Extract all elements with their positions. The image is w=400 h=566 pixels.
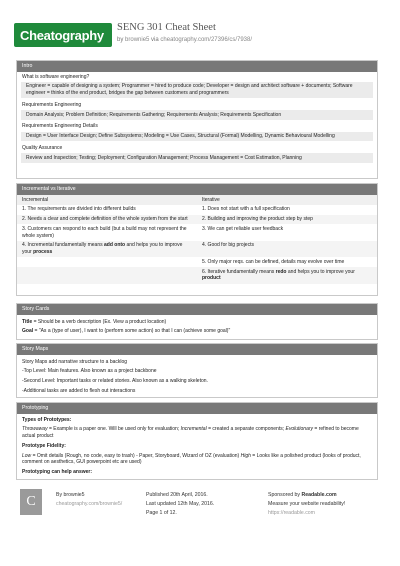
title-text: = Should be a verb description (Ex. View a product location)	[32, 318, 167, 325]
intro-answer-3: Design = User Interface Design; Define Subsystems; Modeling = Use Cases, Structural (Formal) Modelling, Dynamic Behavioural Modelling	[21, 132, 373, 142]
via-text: via	[151, 37, 159, 43]
intro-answer-4: Review and Inspection; Testing; Deployment; Configuration Management; Process Management = Cost Estimation, Planning	[21, 153, 373, 163]
author-link[interactable]: brownie5	[125, 37, 150, 43]
prototyping-section	[16, 402, 378, 480]
sponsor-url[interactable]: https://readable.com	[268, 510, 316, 517]
cell-text: 4. Incremental fundamentally means	[22, 242, 104, 249]
iterative-cell: 2. Building and improving the product step by step	[202, 216, 313, 222]
story-maps-section	[16, 343, 378, 398]
intro-section	[16, 60, 378, 179]
sponsor-line	[268, 491, 345, 500]
cell-emphasis: process	[33, 249, 53, 255]
fidelity-label: Prototype Fidelity:	[22, 442, 66, 449]
sponsor-link[interactable]: Readable.com	[301, 492, 337, 498]
low-text: = Omit details (Rough, no code, easy to trash) - Paper, Storyboard, Wizard of OZ (evaluation)	[31, 452, 241, 459]
cell-text: and helps you to improve your	[22, 242, 183, 255]
cell-emphasis: product	[202, 275, 221, 282]
story-cards-section	[16, 303, 378, 340]
intro-heading: Intro	[17, 61, 377, 72]
cheatography-logo[interactable]	[14, 23, 112, 47]
cell-text: and helps you to improve your	[286, 268, 355, 275]
page-header	[0, 0, 400, 60]
fidelity-description	[17, 451, 377, 468]
column-header-iterative: Iterative	[202, 196, 220, 203]
updated-date: Last updated 12th May, 2016.	[146, 501, 215, 508]
help-label: Prototyping can help answer:	[22, 469, 93, 475]
story-card-title-line	[17, 317, 377, 327]
incremental-cell	[17, 257, 197, 267]
cell-emphasis: add onto	[104, 242, 126, 249]
table-row	[17, 257, 377, 267]
incremental-section	[16, 183, 378, 296]
logo-text: Cheatography	[20, 28, 104, 43]
incremental-cell	[17, 241, 197, 258]
cell-emphasis: redo	[275, 268, 287, 275]
high-text: = Looks like a polished product (looks of product, comment on aesthetics, GUI powerpoint etc are used)	[22, 452, 361, 466]
page-title: SENG 301 Cheat Sheet	[117, 22, 216, 33]
incremental-text: = created a separate components;	[206, 426, 286, 433]
story-maps-line: -Top Level: Main features. Also known as a project backbone	[22, 368, 157, 375]
sponsored-prefix: Sponsored by	[268, 492, 302, 498]
story-maps-line: -Additional tasks are added to flesh out interactions	[22, 387, 136, 394]
footer-dates-column	[146, 491, 214, 518]
types-description	[17, 425, 377, 442]
incremental-cell: 1. The requirements are divided into different builds	[22, 206, 136, 213]
incremental-cell	[17, 267, 197, 284]
page-footer	[16, 483, 378, 521]
title-label: Title	[22, 318, 33, 325]
footer-author[interactable]: By brownie5	[56, 492, 85, 498]
story-maps-line: -Second Level: Important tasks or related stories. Also known as a walking skeleton.	[22, 378, 208, 384]
table-row	[17, 205, 377, 215]
prototyping-heading: Prototyping	[17, 403, 377, 414]
iterative-cell: 3. We can get reliable user feedback	[202, 225, 284, 232]
footer-author-column	[56, 491, 122, 509]
footer-sponsor-column	[268, 491, 345, 518]
evolutionary-text: = refined to become actual product	[22, 426, 359, 439]
cell-text: 6. Iterative fundamentally means	[202, 268, 276, 275]
iterative-cell	[197, 267, 377, 284]
low-label: Low	[22, 452, 32, 459]
iterative-cell: 5. Only major reqs. can be defined, details may evolve over time	[202, 258, 345, 265]
table-row	[17, 241, 377, 258]
column-header-incremental: Incremental	[22, 196, 49, 203]
iterative-cell: 4. Good for big projects	[202, 242, 254, 249]
types-label: Types of Prototypes:	[22, 416, 72, 423]
high-label: High	[240, 452, 251, 459]
sponsor-tagline: Measure your website readability!	[268, 501, 346, 508]
story-maps-heading: Story Maps	[17, 344, 377, 355]
byline	[117, 36, 252, 44]
incremental-cell: 2. Needs a clear and complete definition of the whole system from the start	[22, 216, 188, 222]
throwaway-text: = Example is a paper one. Will be used only for evaluation;	[47, 426, 181, 433]
sheet-url-link[interactable]: cheatography.com/27396/cs/7938/	[160, 37, 253, 43]
intro-question-3: Requirements Engineering Details	[22, 123, 98, 130]
footer-profile-link[interactable]: cheatography.com/brownie5/	[56, 501, 123, 508]
incremental-heading: Incremental vs Iterative	[17, 184, 377, 195]
published-date: Published 20th April, 2016.	[146, 492, 208, 498]
table-row	[17, 215, 377, 225]
intro-question-2: Requirements Engineering	[22, 101, 82, 108]
by-prefix: by	[117, 37, 124, 43]
table-row	[17, 224, 377, 241]
intro-question-4: Quality Assurance	[22, 144, 63, 151]
intro-answer-1: Engineer = capable of designing a system; Programmer = hired to produce code; Developer = design and architect software + documents; Software engineer = thinks of the end product, bridges the gap between customers and programmers	[21, 82, 373, 99]
throwaway-label: Throwaway	[22, 426, 48, 433]
table-row	[17, 267, 377, 284]
goal-text: = "As a (type of user), I want to (perform some action) so that I can (achieve some goal)"	[33, 328, 231, 335]
story-cards-heading: Story Cards	[17, 304, 377, 315]
table-header-row	[17, 195, 377, 205]
story-maps-line: Story Maps add narrative structure to a backlog	[22, 358, 128, 365]
intro-question-1: What is software engineering?	[22, 73, 90, 80]
incremental-label: Incremental	[180, 426, 207, 433]
story-card-goal-line	[17, 327, 377, 337]
iterative-cell: 1. Does not start with a full specification	[202, 206, 290, 213]
author-avatar[interactable]: C	[20, 489, 42, 515]
evolutionary-label: Evolutionary	[285, 426, 314, 433]
page-number: Page 1 of 12.	[146, 510, 177, 517]
intro-answer-2: Domain Analysis; Problem Definition; Requirements Gathering; Requirements Analysis; Requirements Specification	[21, 110, 373, 120]
incremental-cell: 3. Customers can respond to each build (but a build may not represent the whole system)	[22, 225, 187, 239]
goal-label: Goal	[22, 328, 34, 335]
